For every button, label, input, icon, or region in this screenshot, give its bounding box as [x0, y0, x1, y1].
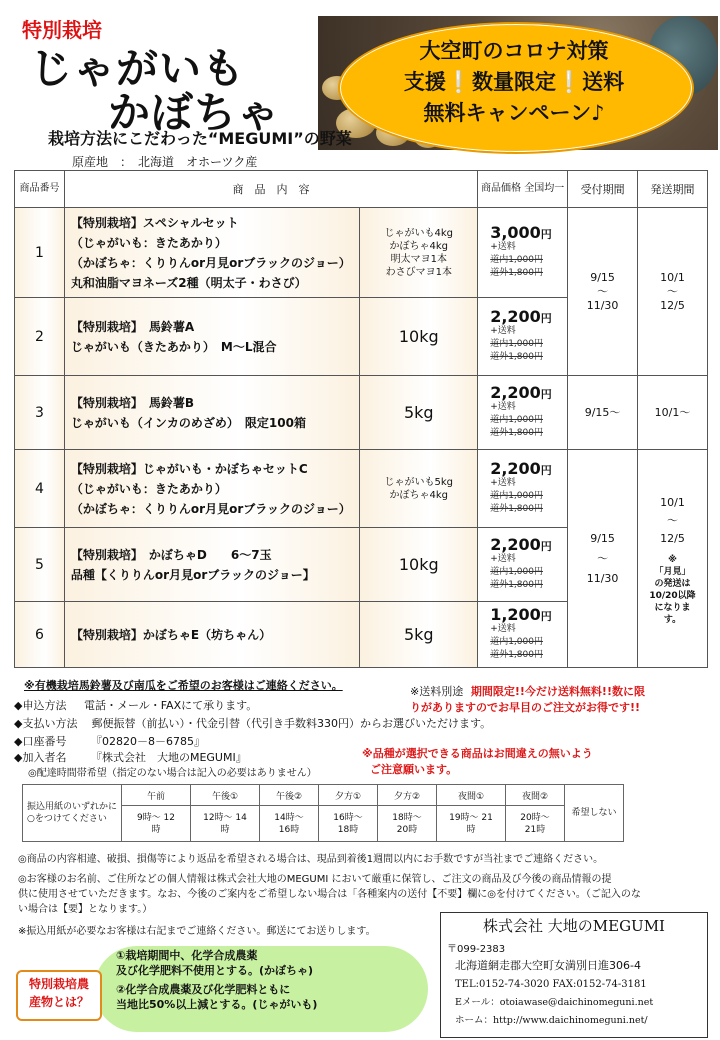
product-quantity — [360, 602, 478, 668]
product-number: 3 — [15, 376, 65, 450]
time-slot-label[interactable]: 夕方② — [378, 785, 437, 806]
price-postage: +送料 — [490, 553, 516, 564]
product-description — [64, 298, 359, 376]
price-value: 2,200 — [490, 458, 541, 478]
product-price — [478, 376, 568, 450]
moon-note: す。 — [663, 614, 682, 625]
price-old-other: 道外1,800円 — [490, 427, 543, 438]
time-slot-range: 19時～ 21時 — [437, 806, 506, 842]
product-number: 2 — [15, 298, 65, 376]
product-desc-line: 【特別栽培】 馬鈴薯B — [70, 395, 195, 410]
subtitle: 栽培方法にこだわった“MEGUMI”の野菜 — [48, 129, 352, 148]
product-quantity — [360, 208, 478, 298]
cloud-line-1: ①栽培期間中、化学合成農薬 — [116, 949, 258, 962]
product-desc-line: 品種【くりりんor月見orブラックのジョー】 — [70, 567, 315, 582]
apply-label: ◆申込方法 — [14, 699, 67, 712]
product-table — [14, 170, 708, 668]
product-price — [478, 528, 568, 602]
privacy-line-3: い場合は【要】となります。） — [18, 904, 153, 915]
price-old-domestic: 道内1,000円 — [490, 636, 543, 647]
moon-note: 「月見」 — [654, 566, 691, 577]
price-yen: 円 — [540, 311, 552, 325]
period-text: 11/30 — [586, 571, 619, 585]
product-price — [478, 298, 568, 376]
delivery-time-table — [22, 784, 624, 842]
accept-period-a — [568, 208, 638, 376]
apply-row — [14, 698, 257, 713]
period-text: ～ — [597, 551, 609, 565]
price-yen: 円 — [540, 387, 552, 401]
price-yen: 円 — [540, 609, 552, 623]
table-row — [15, 376, 708, 450]
holder-label: ◆加入者名 — [14, 751, 67, 764]
ship-period-b: 10/1～ — [638, 376, 708, 450]
price-old-domestic: 道内1,000円 — [490, 490, 543, 501]
return-note: ◎商品の内容相違、破損、損傷等により返品を希望される場合は、現品到着後1週間以内にお手数ですが当社までご連絡ください。 — [18, 854, 604, 865]
cloud-line-2: 及び化学肥料不使用とする。(かぼちゃ) — [116, 964, 314, 977]
product-desc-line: （かぼちゃ：くりりんor月見orブラックのジョー） — [70, 501, 351, 516]
table-header-row — [15, 171, 708, 208]
table-row — [15, 450, 708, 528]
product-quantity — [360, 376, 478, 450]
price-yen: 円 — [540, 227, 552, 241]
product-description — [64, 602, 359, 668]
price-value: 1,200 — [490, 604, 541, 624]
price-old-other: 道外1,800円 — [490, 267, 543, 278]
product-description — [64, 528, 359, 602]
accept-period-c — [568, 450, 638, 668]
period-text: 12/5 — [660, 531, 685, 545]
product-price — [478, 602, 568, 668]
cloud-line-4: 当地比50%以上減とする。(じゃがいも) — [116, 998, 318, 1011]
holder-row — [14, 750, 247, 765]
company-website[interactable]: ホーム：http://www.daichinomeguni.net/ — [455, 1015, 648, 1026]
transfer-note: ※振込用紙が必要なお客様は右記までご連絡ください。郵送にてお送りします。 — [18, 926, 376, 937]
accept-period-b: 9/15～ — [568, 376, 638, 450]
company-box — [440, 912, 708, 1038]
time-slot-label[interactable]: 午後② — [260, 785, 319, 806]
badge-line-1: 特別栽培農 — [28, 977, 89, 991]
product-description — [64, 450, 359, 528]
price-postage: +送料 — [490, 477, 516, 488]
time-slot-range: 18時～ 20時 — [378, 806, 437, 842]
privacy-note — [18, 872, 708, 917]
special-cultivation-tag: 特別栽培 — [22, 18, 102, 42]
header-ship: 発送期間 — [638, 171, 708, 208]
product-desc-line: （じゃがいも：きたあかり） — [70, 481, 227, 496]
product-qty-line: かぼちゃ4kg — [389, 489, 449, 501]
company-email[interactable]: Eメール：otoiawase@daichinomeguni.net — [455, 997, 654, 1008]
moon-note: 10/20以降 — [649, 590, 696, 601]
organic-note: ※有機栽培馬鈴薯及び南瓜をご希望のお客様はご連絡ください。 — [24, 679, 343, 692]
cloud-line-3: ②化学合成農薬及び化学肥料ともに — [116, 983, 291, 996]
product-qty-line: かぼちゃ4kg — [389, 240, 449, 252]
table-row — [15, 208, 708, 298]
price-value: 2,200 — [490, 534, 541, 554]
price-postage: +送料 — [490, 623, 516, 634]
product-qty-line: 5kg — [403, 403, 434, 422]
price-yen: 円 — [540, 539, 552, 553]
product-desc-line: 【特別栽培】スペシャルセット — [70, 215, 239, 230]
product-description — [64, 208, 359, 298]
product-qty-line: じゃがいも5kg — [384, 476, 454, 488]
payment-value: 郵便振替（前払い）・代金引替（代引き手数料330円）からお選びいただけます。 — [91, 717, 492, 730]
product-quantity — [360, 450, 478, 528]
time-slot-label[interactable]: 午後① — [191, 785, 260, 806]
period-text: 10/1 — [660, 495, 685, 509]
promo-line-2: りがありますのでお早目のご注文がお得です!! — [410, 701, 641, 714]
origin-text: 原産地 ： 北海道 オホーツク産 — [72, 155, 258, 169]
price-old-other: 道外1,800円 — [490, 649, 543, 660]
variety-line-2: ご注意願います。 — [370, 763, 458, 776]
account-value: 『02820－8－6785』 — [90, 735, 205, 748]
price-value: 3,000 — [490, 222, 541, 242]
product-qty-line: 明太マヨ1本 — [390, 253, 447, 265]
time-slot-label[interactable]: 午前 — [122, 785, 191, 806]
price-postage: +送料 — [490, 401, 516, 412]
company-name: 株式会社 大地のMEGUMI — [483, 917, 665, 935]
product-quantity — [360, 298, 478, 376]
title-potato: じゃがいも — [30, 44, 246, 93]
price-old-domestic: 道内1,000円 — [490, 254, 543, 265]
moon-note: になりま — [654, 602, 691, 613]
price-postage: +送料 — [490, 325, 516, 336]
time-none[interactable]: 希望しない — [565, 785, 624, 842]
period-text: 10/1 — [660, 270, 685, 284]
product-desc-line: 【特別栽培】じゃがいも・かぼちゃセットC — [70, 461, 308, 476]
product-description — [64, 376, 359, 450]
product-qty-line: じゃがいも4kg — [384, 227, 454, 239]
ship-period-c — [638, 450, 708, 668]
header-price: 商品価格 全国均一 — [478, 171, 568, 208]
price-yen: 円 — [540, 463, 552, 477]
product-desc-line: じゃがいも（インカのめざめ） 限定100箱 — [70, 415, 306, 430]
period-text: 12/5 — [660, 298, 685, 312]
product-quantity — [360, 528, 478, 602]
price-old-other: 道外1,800円 — [490, 503, 543, 514]
product-desc-line: 【特別栽培】 馬鈴薯A — [70, 319, 195, 334]
header-number: 商品番号 — [15, 171, 65, 208]
variety-line-1: ※品種が選択できる商品はお間違えの無いよう — [362, 747, 593, 760]
payment-row — [14, 716, 491, 731]
moon-note: ※ — [668, 554, 677, 565]
product-price — [478, 450, 568, 528]
time-slot-label[interactable]: 夜間① — [437, 785, 506, 806]
price-value: 2,200 — [490, 306, 541, 326]
moon-note: の発送は — [654, 578, 691, 589]
product-desc-line: （かぼちゃ：くりりんor月見orブラックのジョー） — [70, 255, 351, 270]
product-desc-line: 【特別栽培】 かぼちゃD 6～7玉 — [70, 547, 272, 562]
price-value: 2,200 — [490, 382, 541, 402]
product-desc-line: 丸和油脂マヨネーズ2種（明太子・わさび） — [70, 275, 307, 290]
period-text: ～ — [667, 284, 679, 298]
promo-line-1: 期間限定!!今だけ送料無料!!数に限 — [470, 685, 645, 698]
time-slot-range: 9時～ 12時 — [122, 806, 191, 842]
product-number: 1 — [15, 208, 65, 298]
product-desc-line: （じゃがいも：きたあかり） — [70, 235, 227, 250]
product-desc-line: 【特別栽培】かぼちゃE（坊ちゃん） — [70, 627, 272, 642]
time-slot-range: 14時～ 16時 — [260, 806, 319, 842]
period-text: ～ — [667, 513, 679, 527]
delivery-note: ◎配達時間帯希望（指定のない場合は記入の必要はありません） — [28, 768, 317, 779]
time-slot-range: 16時～ 18時 — [319, 806, 378, 842]
apply-value: 電話・メール・FAXにて承ります。 — [83, 699, 258, 712]
privacy-line-1: ◎お客様のお名前、ご住所などの個人情報は株式会社大地のMEGUMI において厳重に保管し、ご注文の商品及び今後の商品情報の提 — [18, 874, 612, 885]
account-row — [14, 734, 205, 749]
campaign-text — [338, 36, 690, 129]
time-slot-label[interactable]: 夜間② — [506, 785, 565, 806]
header-accept: 受付期間 — [568, 171, 638, 208]
period-text: 9/15 — [590, 270, 615, 284]
price-old-domestic: 道内1,000円 — [490, 338, 543, 349]
price-old-other: 道外1,800円 — [490, 351, 543, 362]
time-slot-range: 20時～ 21時 — [506, 806, 565, 842]
header-content: 商 品 内 容 — [64, 171, 477, 208]
company-phone: TEL:0152-74-3020 FAX:0152-74-3181 — [455, 979, 647, 990]
campaign-line-3: 無料キャンペーン♪ — [423, 101, 605, 125]
time-slot-range: 12時～ 14時 — [191, 806, 260, 842]
company-address: 北海道網走郡大空町女満別日進306-4 — [455, 959, 641, 972]
holder-value: 『株式会社 大地のMEGUMI』 — [90, 751, 247, 764]
campaign-line-1: 大空町のコロナ対策 — [419, 39, 609, 63]
badge-line-2: 産物とは？ — [28, 995, 89, 1009]
product-number: 5 — [15, 528, 65, 602]
special-produce-badge — [16, 970, 102, 1021]
period-text: 9/15 — [590, 531, 615, 545]
cloud-text — [116, 948, 317, 1012]
price-postage: +送料 — [490, 241, 516, 252]
period-text: 11/30 — [586, 298, 619, 312]
postage-label: ※送料別途 — [410, 685, 464, 698]
product-number: 4 — [15, 450, 65, 528]
promo-note — [410, 684, 710, 716]
product-qty-line: 10kg — [398, 327, 439, 346]
time-slot-label[interactable]: 夕方① — [319, 785, 378, 806]
title-pumpkin: かぼちゃ — [108, 88, 281, 137]
privacy-line-2: 供に使用させていただきます。なお、今後のご案内をご希望しない場合は「各種案内の送付【不要】欄に◎を付けてください。（ご記入のな — [18, 889, 641, 900]
price-old-domestic: 道内1,000円 — [490, 566, 543, 577]
product-price — [478, 208, 568, 298]
price-old-domestic: 道内1,000円 — [490, 414, 543, 425]
variety-note — [362, 746, 593, 778]
product-desc-line: じゃがいも（きたあかり） M～L混合 — [70, 339, 277, 354]
product-qty-line: 5kg — [403, 625, 434, 644]
period-text: ～ — [597, 284, 609, 298]
company-zip: 〒099-2383 — [447, 944, 506, 955]
product-qty-line: 10kg — [398, 555, 439, 574]
product-number: 6 — [15, 602, 65, 668]
price-old-other: 道外1,800円 — [490, 579, 543, 590]
time-lead: 振込用紙のいずれかに○をつけてください — [23, 785, 122, 842]
product-qty-line: わさびマヨ1本 — [385, 266, 452, 278]
campaign-line-2: 支援❕数量限定❕送料 — [403, 70, 625, 94]
payment-label: ◆支払い方法 — [14, 717, 78, 730]
ship-period-a — [638, 208, 708, 376]
account-label: ◆口座番号 — [14, 735, 67, 748]
